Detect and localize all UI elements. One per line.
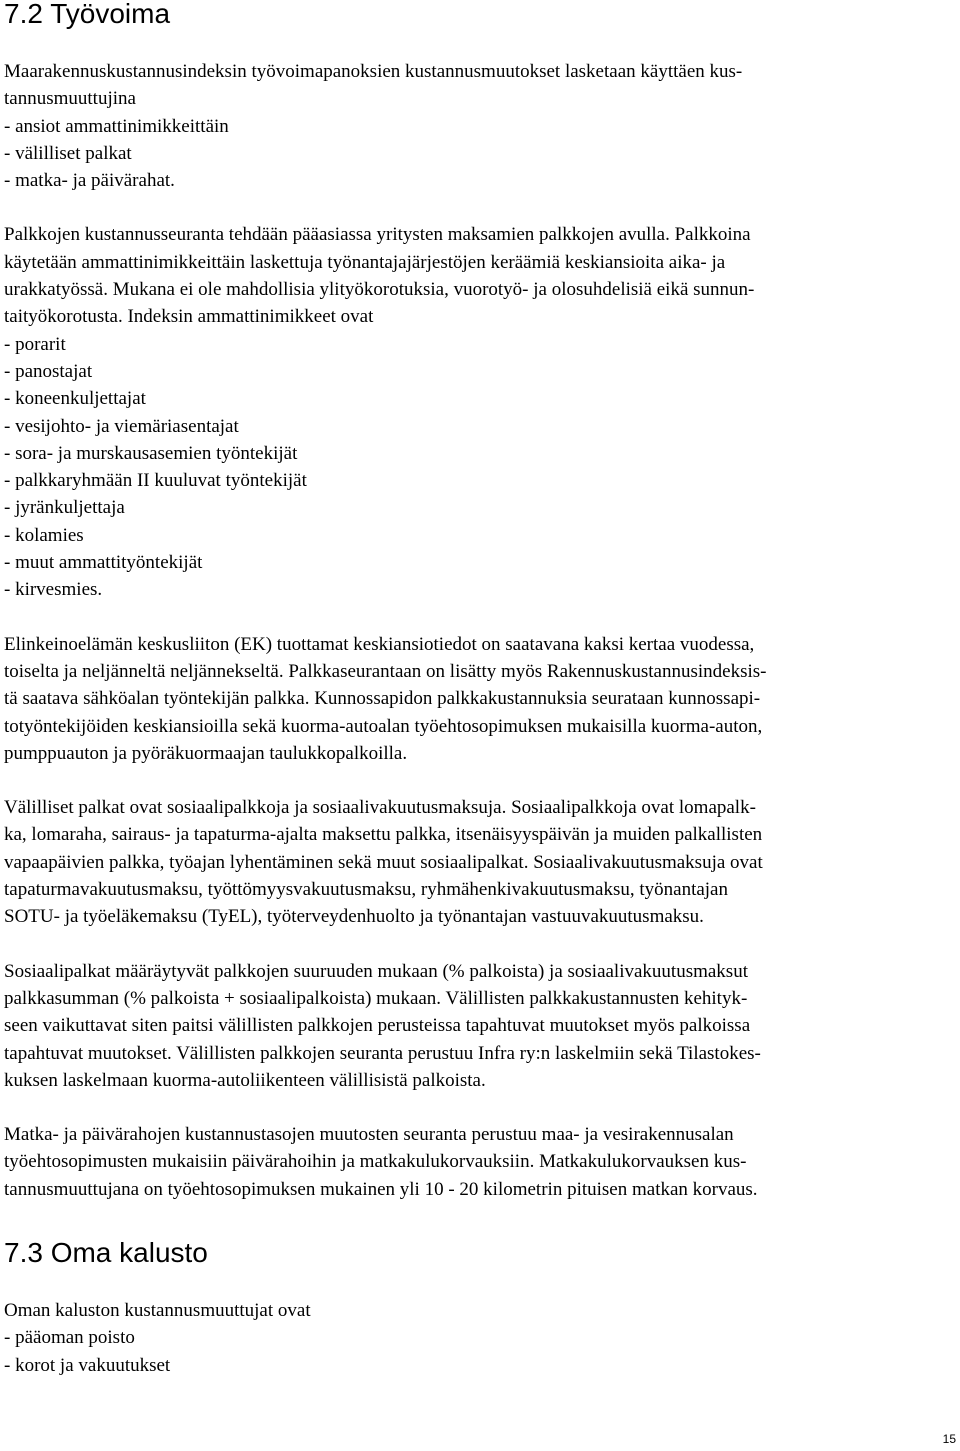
text-line: tapahtuvat muutokset. Välillisten palkkojen seuranta perustuu Infra ry:n laskelmiin sekä Tilastokes- (4, 1042, 761, 1064)
text-line: Sosiaalipalkat määräytyvät palkkojen suuruuden mukaan (% palkoista) ja sosiaalivakuutusmaksut (4, 960, 748, 982)
text-line: tä saatava sähköalan työntekijän palkka. Kunnossapidon palkkakustannuksia seurataan kunnossapi- (4, 688, 761, 710)
text-line: Välilliset palkat ovat sosiaalipalkkoja ja sosiaalivakuutusmaksuja. Sosiaalipalkkoja ovat lomapalk- (4, 797, 756, 819)
text-line: taityökorotusta. Indeksin ammattinimikkeet ovat (4, 306, 374, 328)
text-line: vapaapäivien palkka, työajan lyhentäminen sekä muut sosiaalipalkat. Sosiaalivakuutusmaksuja ovat (4, 851, 763, 873)
text-line: totyöntekijöiden keskiansioilla sekä kuorma-autoalan työehtosopimuksen mukaisilla kuorma-auton, (4, 715, 763, 737)
section-heading-7-3: 7.3 Oma kalusto (4, 1237, 208, 1268)
list-item: - palkkaryhmään II kuuluvat työntekijät (4, 470, 307, 492)
list-item: - pääoman poisto (4, 1327, 135, 1349)
travel-allowance-paragraph (4, 1121, 952, 1203)
section-7-3-body (4, 1297, 952, 1379)
list-item: - välilliset palkat (4, 142, 132, 164)
text-line: seen vaikuttavat siten paitsi välillisten palkkojen perusteissa tapahtuvat muutokset myös palkoissa (4, 1015, 751, 1037)
text-line: kuksen laskelmaan kuorma-autoliikenteen välillisistä palkoista. (4, 1069, 486, 1091)
intro-paragraph (4, 58, 952, 194)
text-line: ka, lomaraha, sairaus- ja tapaturma-ajalta maksettu palkka, itsenäisyyspäivän ja muiden palkallisten (4, 824, 763, 846)
list-item: - panostajat (4, 360, 93, 382)
text-line: tannusmuuttujina (4, 88, 136, 110)
text-line: SOTU- ja työeläkemaksu (TyEL), työterveydenhuolto ja työnantajan vastuuvakuutusmaksu. (4, 906, 704, 928)
ek-paragraph (4, 631, 952, 767)
page-number: 15 (942, 1432, 956, 1446)
text-line: Matka- ja päivärahojen kustannustasojen muutosten seuranta perustuu maa- ja vesirakennusalan (4, 1124, 734, 1146)
text-line: Palkkojen kustannusseuranta tehdään pääasiassa yritysten maksamien palkkojen avulla. Palkkoina (4, 224, 751, 246)
wages-paragraph (4, 221, 952, 603)
text-line: urakkatyössä. Mukana ei ole mahdollisia ylityökorotuksia, vuorotyö- ja olosuhdelisiä eikä sunnun- (4, 279, 755, 301)
social-wages-paragraph (4, 958, 952, 1094)
text-line: Oman kaluston kustannusmuuttujat ovat (4, 1300, 311, 1321)
list-item: - korot ja vakuutukset (4, 1354, 171, 1376)
text-line: palkkasumman (% palkoista + sosiaalipalkoista) mukaan. Välillisten palkkakustannusten kehityk- (4, 987, 748, 1009)
list-item: - vesijohto- ja viemäriasentajat (4, 415, 239, 437)
text-line: pumppuauton ja pyöräkuormaajan taulukkopalkoilla. (4, 742, 408, 764)
list-item: - ansiot ammattinimikkeittäin (4, 115, 229, 137)
text-line: käytetään ammattinimikkeittäin laskettuja työnantajajärjestöjen keräämiä keskiansioita aika- ja (4, 251, 726, 273)
text-line: tapaturmavakuutusmaksu, työttömyysvakuutusmaksu, ryhmähenkivakuutusmaksu, työnantajan (4, 879, 728, 901)
list-item: - kirvesmies. (4, 579, 103, 601)
text-line: työehtosopimusten mukaisiin päivärahoihin ja matkakulukorvauksiin. Matkakulukorvauksen kus- (4, 1151, 747, 1173)
list-item: - koneenkuljettajat (4, 388, 146, 410)
section-7-2-body (4, 58, 952, 1203)
text-line: toiselta ja neljänneltä neljännekseltä. Palkkaseurantaan on lisätty myös Rakennuskustannusindeksis- (4, 660, 767, 682)
list-item: - sora- ja murskausasemien työntekijät (4, 442, 298, 464)
text-line: Maarakennuskustannusindeksin työvoimapanoksien kustannusmuutokset lasketaan käyttäen kus- (4, 61, 743, 82)
list-item: - porarit (4, 333, 66, 355)
text-line: tannusmuuttujana on työehtosopimuksen mukainen yli 10 - 20 kilometrin pituisen matkan korvaus. (4, 1178, 758, 1200)
list-item: - kolamies (4, 524, 84, 546)
text-line: Elinkeinoelämän keskusliiton (EK) tuottamat keskiansiotiedot on saatavana kaksi kertaa vuodessa, (4, 633, 755, 655)
indirect-wages-paragraph (4, 794, 952, 930)
list-item: - jyränkuljettaja (4, 497, 125, 519)
list-item: - matka- ja päivärahat. (4, 170, 175, 192)
section-heading-7-2: 7.2 Työvoima (4, 0, 171, 29)
list-item: - muut ammattityöntekijät (4, 552, 203, 574)
